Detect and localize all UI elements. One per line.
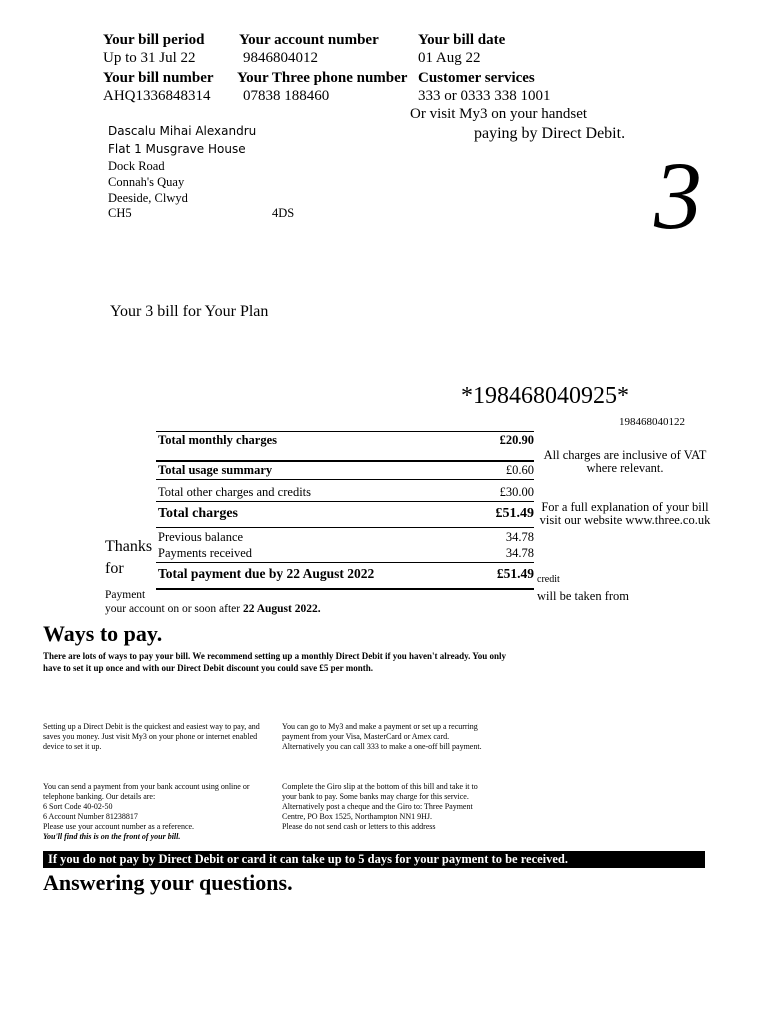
total-charges-value: £51.49 <box>495 506 534 521</box>
explanation-note: For a full explanation of your bill visit our website www.three.co.uk <box>539 500 711 527</box>
ways-to-pay-heading: Ways to pay. <box>43 621 163 646</box>
other-charges-value: £30.00 <box>499 485 534 499</box>
barcode-reference: 198468040122 <box>619 416 685 428</box>
customer-name: Dascalu Mihai Alexandru <box>108 124 257 138</box>
front-of-bill-note: You'll find this is on the front of your bill. <box>43 832 181 841</box>
three-logo: 3 <box>654 142 702 249</box>
table-rule <box>156 501 534 502</box>
previous-balance-label: Previous balance <box>158 530 244 544</box>
account-number-label: Your account number <box>239 32 379 48</box>
phone-number-label: Your Three phone number <box>237 70 408 86</box>
table-top-rule <box>156 431 534 432</box>
account-number-value: 9846804012 <box>243 50 318 66</box>
barcode-number: *198468040925* <box>461 383 629 409</box>
address-line-2: Dock Road <box>108 159 165 173</box>
postcode-outward: CH5 <box>108 206 132 220</box>
bill-period-label: Your bill period <box>103 32 205 48</box>
answering-questions-heading: Answering your questions. <box>43 870 293 895</box>
phone-number-value: 07838 188460 <box>243 88 330 104</box>
payment-note-line2 <box>105 603 321 615</box>
table-rule <box>156 479 534 480</box>
direct-debit-method: Setting up a Direct Debit is the quickest and easiest way to pay, and saves you money. Just visit My3 on your phone or internet enabled device to set it up. <box>43 722 260 751</box>
plan-title: Your 3 bill for Your Plan <box>110 303 269 320</box>
giro-text: Complete the Giro slip at the bottom of this bill and take it to your bank to pay. Some banks may charge for this service. <box>282 782 478 801</box>
payments-received-label: Payments received <box>158 546 253 560</box>
for-word: for <box>105 560 124 577</box>
total-charges-label: Total charges <box>158 506 238 521</box>
bank-account-number: 6 Account Number 81238817 <box>43 812 138 821</box>
previous-balance-value: 34.78 <box>505 530 534 544</box>
giro-method <box>282 782 492 832</box>
my3-note: Or visit My3 on your handset <box>410 106 588 122</box>
address-line-3: Connah's Quay <box>108 175 185 189</box>
payment-due-value: £51.49 <box>496 566 534 581</box>
payment-note-line1: Payment <box>105 589 146 601</box>
bill-period-value: Up to 31 Jul 22 <box>103 50 196 66</box>
bank-transfer-method <box>43 782 273 842</box>
sort-code: 6 Sort Code 40-02-50 <box>43 802 113 811</box>
usage-summary-label: Total usage summary <box>158 463 273 477</box>
table-rule <box>156 460 534 462</box>
postcode-inward: 4DS <box>272 206 295 220</box>
table-rule <box>156 527 534 528</box>
reference-note: Please use your account number as a reference. <box>43 822 195 831</box>
address-line-4: Deeside, Clwyd <box>108 191 188 205</box>
payment-due-label: Total payment due by 22 August 2022 <box>158 566 375 581</box>
address-line-1: Flat 1 Musgrave House <box>108 142 246 156</box>
bill-number-value: AHQ1336848314 <box>103 88 211 104</box>
no-cash-text: Please do not send cash or letters to this address <box>282 822 436 831</box>
bill-date-value: 01 Aug 22 <box>418 50 481 66</box>
other-charges-label: Total other charges and credits <box>158 485 312 499</box>
table-rule <box>156 562 534 563</box>
thanks-word: Thanks <box>105 538 153 555</box>
direct-debit-note: paying by Direct Debit. <box>474 125 626 142</box>
customer-services-label: Customer services <box>418 70 535 86</box>
payment-note-date: 22 August 2022. <box>242 603 321 615</box>
vat-note: All charges are inclusive of VAT where relevant. <box>543 448 707 475</box>
bill-date-label: Your bill date <box>418 32 506 48</box>
credit-note: credit <box>537 574 560 585</box>
customer-services-value: 333 or 0333 338 1001 <box>418 88 551 104</box>
table-bottom-rule <box>156 588 534 590</box>
payments-received-value: 34.78 <box>505 546 534 560</box>
ways-intro: There are lots of ways to pay your bill. We recommend setting up a monthly Direct Debit if you haven't already. You only have to set it up once and with our Direct Debit discount you could save £5 per month. <box>43 651 507 673</box>
monthly-charges-value: £20.90 <box>499 433 534 447</box>
bank-intro: You can send a payment from your bank account using online or telephone banking. Our details are: <box>43 782 250 801</box>
taken-from-note: will be taken from <box>537 589 629 603</box>
usage-summary-value: £0.60 <box>505 463 534 477</box>
payment-note-text: your account on or soon after <box>105 603 243 615</box>
card-method: You can go to My3 and make a payment or set up a recurring payment from your Visa, MasterCard or Amex card. Alternatively you can call 333 to make a one-off bill payment. <box>282 722 482 751</box>
bill-number-label: Your bill number <box>103 70 214 86</box>
payment-time-banner: If you do not pay by Direct Debit or card it can take up to 5 days for your payment to be received. <box>43 851 705 868</box>
monthly-charges-label: Total monthly charges <box>158 433 277 447</box>
cheque-text: Alternatively post a cheque and the Giro to: Three Payment Centre, PO Box 1525, Northampton NN1 9HJ. <box>282 802 473 821</box>
